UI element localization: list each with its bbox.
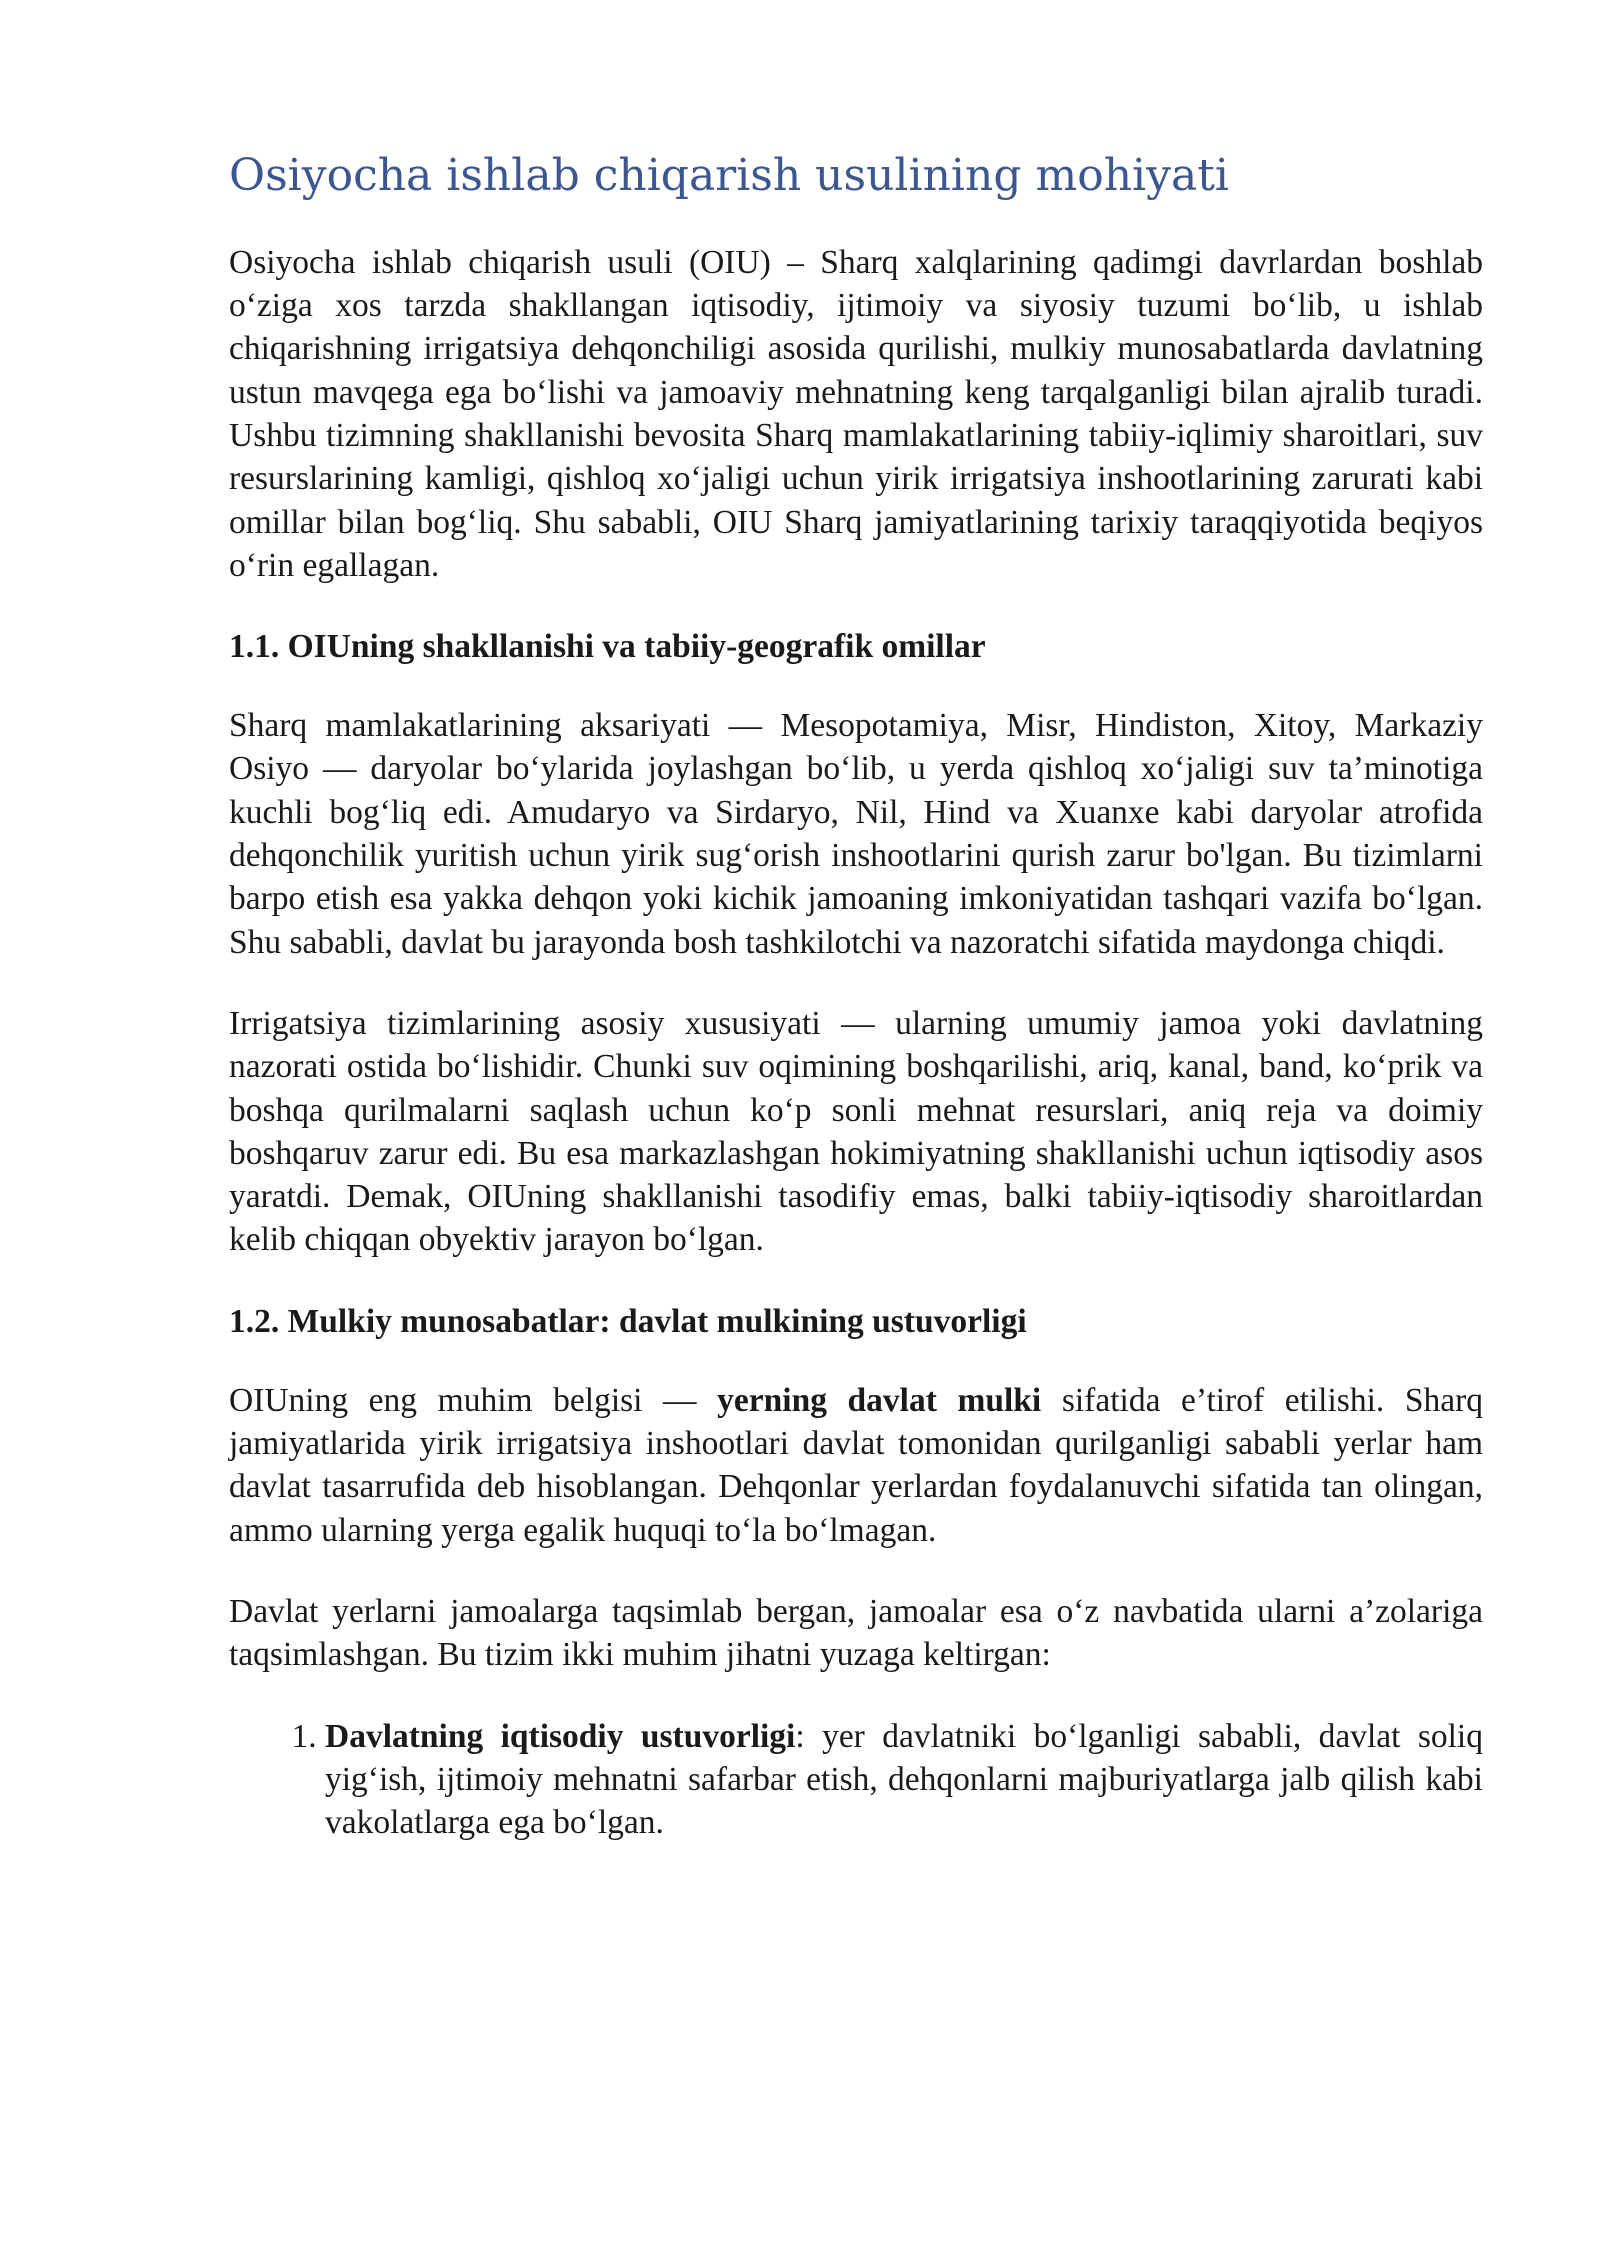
section-1-heading: 1.1. OIUning shakllanishi va tabiiy-geografik omillar bbox=[229, 628, 986, 666]
section-1-paragraph-2: Irrigatsiya tizimlarining asosiy xususiyati — ularning umumiy jamoa yoki davlatning nazorati ostida bo‘lishidir. Chunki suv oqimining boshqarilishi, ariq, kanal, band, ko‘prik va boshqa qurilmalarni saqlash uchun ko‘p sonli mehnat resurslari, aniq reja va doimiy boshqaruv zarur edi. Bu esa markazlashgan hokimiyatning shakllanishi uchun iqtisodiy asos yaratdi. Demak, OIUning shakllanishi tasodifiy emas, balki tabiiy-iqtisodiy sharoitlardan kelib chiqqan obyektiv jarayon bo‘lgan. bbox=[229, 1004, 1483, 1259]
section-2-heading: 1.2. Mulkiy munosabatlar: davlat mulkining ustuvorligi bbox=[229, 1302, 1027, 1340]
list-item bbox=[325, 1715, 1483, 1845]
numbered-list bbox=[229, 1715, 1483, 1845]
section-2-p1-after: sifatida e’tirof etilishi. Sharq jamiyatlarida yirik irrigatsiya inshootlari davlat tomonidan qurilganligi sababli yerlar ham davlat tasarrufida deb hisoblangan. Dehqonlar yerlardan foydalanuvchi sifatida tan olingan, ammo ularning yerga egalik huquqi to‘la bo‘lmagan. bbox=[229, 1381, 1484, 1549]
section-2-paragraph-2: Davlat yerlarni jamoalarga taqsimlab bergan, jamoalar esa o‘z navbatida ularni a’zolariga taqsimlashgan. Bu tizim ikki muhim jihatni yuzaga keltirgan: bbox=[229, 1592, 1483, 1674]
section-2-p1-bold: yerning davlat mulki bbox=[717, 1381, 1042, 1419]
intro-paragraph: Osiyocha ishlab chiqarish usuli (OIU) – Sharq xalqlarining qadimgi davrlardan boshlab o‘ziga xos tarzda shakllangan iqtisodiy, ijtimoiy va siyosiy tuzumi bo‘lib, u ishlab chiqarishning irrigatsiya dehqonchiligi asosida qurilishi, mulkiy munosabatlarda davlatning ustun mavqega ega bo‘lishi va jamoaviy mehnatning keng tarqalganligi bilan ajralib turadi. Ushbu tizimning shakllanishi bevosita Sharq mamlakatlarining tabiiy-iqlimiy sharoitlari, suv resurslarining kamligi, qishloq xo‘jaligi uchun yirik irrigatsiya inshootlarining zarurati kabi omillar bilan bog‘liq. Shu sababli, OIU Sharq jamiyatlarining tarixiy taraqqiyotida beqiyos o‘rin egallagan. bbox=[229, 243, 1483, 584]
document-title: Osiyocha ishlab chiqarish usulining mohiyati bbox=[229, 150, 1229, 201]
section-2-paragraph-1 bbox=[229, 1379, 1483, 1552]
list-item-bold: Davlatning iqtisodiy ustuvorligi bbox=[325, 1717, 796, 1755]
document-page bbox=[229, 150, 1483, 1844]
section-2-p1-before: OIUning eng muhim belgisi — bbox=[229, 1381, 718, 1419]
list-item-text: : yer davlatniki bo‘lganligi sababli, davlat soliq yig‘ish, ijtimoiy mehnatni safarbar etish, dehqonlarni majburiyatlarga jalb qilish kabi vakolatlarga ega bo‘lgan. bbox=[325, 1717, 1483, 1842]
section-1-paragraph-1: Sharq mamlakatlarining aksariyati — Mesopotamiya, Misr, Hindiston, Xitoy, Markaziy Osiyo — daryolar bo‘ylarida joylashgan bo‘lib, u yerda qishloq xo‘jaligi suv ta’minotiga kuchli bog‘liq edi. Amudaryo va Sirdaryo, Nil, Hind va Xuanxe kabi daryolar atrofida dehqonchilik yuritish uchun yirik sug‘orish inshootlarini qurish zarur bo'lgan. Bu tizimlarni barpo etish esa yakka dehqon yoki kichik jamoaning imkoniyatidan tashqari vazifa bo‘lgan. Shu sababli, davlat bu jarayonda bosh tashkilotchi va nazoratchi sifatida maydonga chiqdi. bbox=[229, 707, 1483, 961]
